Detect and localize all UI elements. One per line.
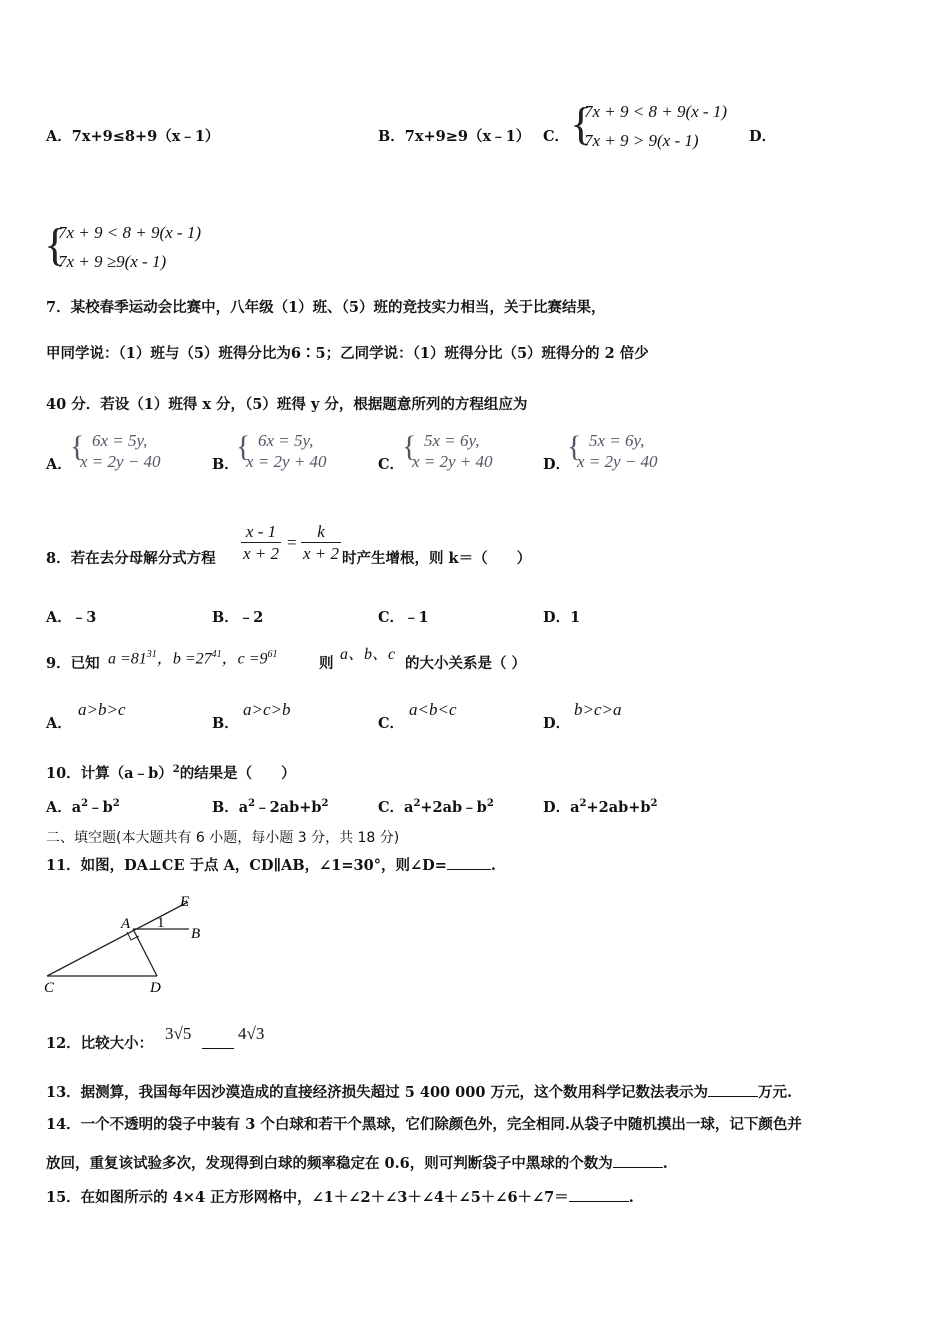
- opt-base: D．a: [543, 798, 580, 816]
- q6-option-d-label: D．: [749, 128, 777, 145]
- q9-option-d: b>c>a: [574, 700, 622, 719]
- q9-label-a: A．: [46, 715, 72, 732]
- q8-option-b: B．﹣2: [212, 609, 264, 626]
- q9-vars: a、b、c: [340, 646, 396, 663]
- q10-suffix: 的结果是（ ）: [179, 764, 296, 782]
- q9-b-exp: 41: [211, 649, 222, 660]
- opt-exp1: 2: [81, 798, 89, 809]
- q6-c-brace: {: [570, 98, 593, 149]
- opt-rest: ﹣2ab+b: [255, 798, 322, 816]
- q7-line3: 40 分．若设（1）班得 x 分，（5）班得 y 分，根据题意所列的方程组应为: [46, 396, 528, 413]
- q9-option-a: a>b>c: [78, 700, 126, 719]
- line-ad: [133, 929, 157, 976]
- q13-answer-blank[interactable]: [708, 1082, 758, 1097]
- q12-text: 12．比较大小：: [46, 1035, 154, 1052]
- opt-rest: +2ab+b: [586, 798, 651, 816]
- q7-option-label: A．: [46, 456, 72, 473]
- q10-text: 10．计算（a﹣b）: [46, 764, 173, 782]
- opt-exp2: 2: [112, 798, 120, 809]
- q9-label-d: D．: [543, 715, 571, 732]
- line-ce: [47, 902, 188, 976]
- opt-exp2: 2: [486, 798, 494, 809]
- q7-line2: 甲同学说：（1）班与（5）班得分比为6∶5；乙同学说：（1）班得分比（5）班得分的 2 倍少: [46, 345, 649, 362]
- q7-eq2: x = 2y − 40: [80, 452, 161, 471]
- q15-question: [46, 1187, 634, 1207]
- label-d: D: [150, 980, 161, 996]
- label-e: E: [180, 894, 190, 910]
- opt-base: A．a: [46, 798, 82, 816]
- q11-figure: [38, 888, 213, 998]
- q9-b-base: b =27: [172, 650, 212, 668]
- q8-frac2-den: x + 2: [303, 544, 340, 563]
- opt-exp1: 2: [579, 798, 587, 809]
- q7-brace: {: [70, 430, 85, 463]
- q6-option-b: B．7x+9≥9（x﹣1）: [378, 128, 531, 145]
- q8-fraction-right: [301, 522, 341, 565]
- q14-end: .: [662, 1155, 668, 1172]
- q9-label-c: C．: [378, 715, 405, 732]
- q7-brace: {: [567, 430, 582, 463]
- q14-line2: 放回，重复该试验多次，发现得到白球的频率稳定在 0.6，则可判断袋子中黑球的个数为: [46, 1155, 613, 1172]
- label-c: C: [44, 980, 55, 996]
- q9-expr: $a =81^{31}$，$b =27^{41}$，$c =9^{61}$: [108, 649, 278, 668]
- q8-suffix: 时产生增根，则 k＝（ ）: [342, 550, 532, 567]
- q7-eq1: 5x = 6y,: [589, 431, 645, 450]
- opt-base: C．a: [378, 798, 414, 816]
- q11-text: 11．如图，DA⊥CE 于点 A，CD∥AB，∠1=30°，则∠D=: [46, 857, 447, 874]
- opt-exp1: 2: [248, 798, 256, 809]
- opt-base: B．a: [212, 798, 249, 816]
- q9-prefix: 9．已知: [46, 655, 100, 672]
- q8-option-c: C．﹣1: [378, 609, 429, 626]
- q8-fraction-left: [241, 522, 281, 565]
- q9-label-b: B．: [212, 715, 239, 732]
- q6-d-line1: 7x + 9 < 8 + 9(x - 1): [58, 223, 201, 242]
- q8-option-a: A．﹣3: [46, 609, 97, 626]
- q7-eq2: x = 2y + 40: [412, 452, 493, 471]
- q9-then: 则: [319, 655, 334, 672]
- q15-text: 15．在如图所示的 4×4 正方形网格中，∠1＋∠2＋∠3＋∠4＋∠5＋∠6＋∠7＝: [46, 1189, 569, 1206]
- q9-a-exp: 31: [146, 649, 157, 660]
- q7-line1: 7．某校春季运动会比赛中，八年级（1）班、（5）班的竞技实力相当，关于比赛结果，: [46, 299, 606, 316]
- q14-answer-blank[interactable]: [613, 1153, 663, 1168]
- q13-text: 13．据测算，我国每年因沙漠造成的直接经济损失超过 5 400 000 万元，这个数用科学记数法表示为: [46, 1084, 708, 1101]
- q7-eq2: x = 2y − 40: [577, 452, 658, 471]
- q6-option-c-label: C．: [543, 128, 570, 145]
- q10-option-b: [212, 795, 329, 817]
- q7-brace: {: [236, 430, 251, 463]
- q10-option-c: [378, 795, 494, 817]
- q10-option-d: [543, 795, 657, 817]
- q7-option-label: D．: [543, 456, 571, 473]
- q7-option-label: C．: [378, 456, 405, 473]
- q12-right: 4√3: [238, 1024, 265, 1043]
- label-angle-1: 1: [157, 915, 165, 931]
- q7-eq1: 6x = 5y,: [92, 431, 148, 450]
- q7-brace: {: [402, 430, 417, 463]
- q6-c-line2: 7x + 9 > 9(x - 1): [584, 131, 699, 150]
- q8-frac1-den: x + 2: [243, 544, 280, 563]
- q13-question: [46, 1082, 792, 1102]
- q6-d-line2: 7x + 9 ≥9(x - 1): [58, 252, 167, 271]
- q9-suffix: 的大小关系是（ ）: [405, 655, 527, 672]
- q9-option-b: a>c>b: [243, 700, 291, 719]
- q6-option-a: A．7x+9≤8+9（x﹣1）: [46, 128, 220, 145]
- q15-end: .: [628, 1189, 634, 1206]
- q7-eq1: 5x = 6y,: [424, 431, 480, 450]
- q9-option-c: a<b<c: [409, 700, 457, 719]
- q9-c-base: c =9: [237, 650, 268, 668]
- q7-eq2: x = 2y + 40: [246, 452, 327, 471]
- label-a: A: [121, 916, 131, 932]
- section-heading: 二、填空题(本大题共有 6 小题，每小题 3 分，共 18 分): [46, 830, 400, 846]
- q8-prefix: 8．若在去分母解分式方程: [46, 550, 216, 567]
- q7-eq1: 6x = 5y,: [258, 431, 314, 450]
- q6-c-line1: 7x + 9 < 8 + 9(x - 1): [584, 102, 727, 121]
- q14-line1: 14．一个不透明的袋子中装有 3 个白球和若干个黑球，它们除颜色外，完全相同.从袋子中随机摸出一球，记下颜色并: [46, 1116, 802, 1133]
- q13-end: 万元.: [758, 1084, 793, 1101]
- q15-answer-blank[interactable]: [569, 1187, 629, 1202]
- q10-option-a: [46, 795, 120, 817]
- q10-question: [46, 761, 296, 783]
- q6-d-brace: {: [44, 219, 67, 270]
- opt-exp1: 2: [413, 798, 421, 809]
- opt-rest: ﹣b: [88, 798, 113, 816]
- opt-rest: +2ab﹣b: [420, 798, 487, 816]
- opt-exp2: 2: [650, 798, 658, 809]
- q7-option-label: B．: [212, 456, 239, 473]
- q11-answer-blank[interactable]: [447, 855, 491, 870]
- q8-equals: =: [287, 533, 297, 552]
- q11-end: .: [490, 857, 496, 874]
- opt-exp2: 2: [321, 798, 329, 809]
- q9-c-exp: 61: [267, 649, 278, 660]
- q12-left: 3√5: [165, 1024, 192, 1043]
- q12-answer-blank[interactable]: [202, 1034, 234, 1049]
- q8-frac1-num: x - 1: [245, 522, 277, 541]
- q11-question: [46, 855, 496, 875]
- q8-option-d: D．1: [543, 609, 581, 626]
- q9-a-base: a =81: [108, 650, 147, 668]
- q8-frac2-num: k: [317, 522, 325, 541]
- q10-exp: 2: [172, 764, 180, 775]
- q14-line2-wrap: [46, 1153, 668, 1173]
- label-b: B: [191, 926, 201, 942]
